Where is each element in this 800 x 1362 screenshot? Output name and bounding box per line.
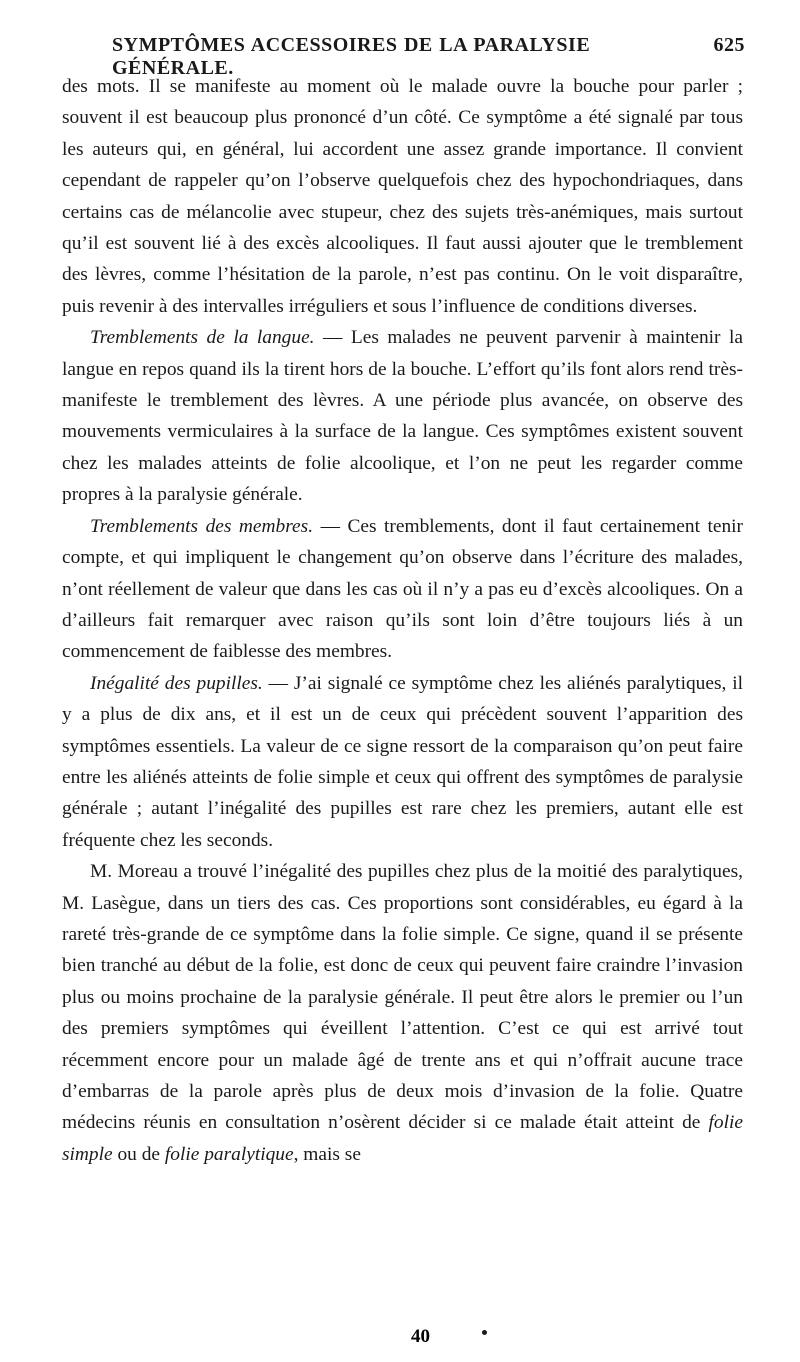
italic-phrase: Tremblements des membres. xyxy=(90,515,314,537)
italic-phrase: Tremblements de la langue. xyxy=(90,327,315,349)
italic-phrase: folie paralytique xyxy=(164,1143,294,1165)
body-text xyxy=(62,71,743,1170)
text-run: des mots. Il se manifeste au moment où le malade ouvre la bouche pour parler ; souvent il est beaucoup plus prononcé d’un côté. Ce symptôme a été signalé par tous les auteurs qui, en général, lui accordent une assez grande importance. Il convient cependant de rappeler qu’on l’observe quelquefois chez des hypochondriaques, dans certains cas de mélancolie avec stupeur, chez des sujets très-anémiques, mais surtout qu’il est souvent lié à des excès alcooliques. Il faut aussi ajouter que le tremblement des lèvres, comme l’hésitation de la parole, n’est pas continu. On le voit disparaître, puis revenir à des intervalles irréguliers et sous l’influence de conditions diverses. xyxy=(62,76,743,317)
running-title: SYMPTÔMES ACCESSOIRES DE LA PARALYSIE GÉNÉRALE. xyxy=(112,34,591,79)
signature-number: 40 xyxy=(411,1326,430,1347)
text-run: — J’ai signalé ce symptôme chez les aliénés paralytiques, il y a plus de dix ans, et il est un de ceux qui précèdent souvent l’apparition des symptômes essentiels. La valeur de ce signe ressort de la comparaison qu’on peut faire entre les aliénés atteints de folie simple et ceux qui offrent des symptômes de paralysie générale ; autant l’inégalité des pupilles est rare chez les premiers, autant elle est fréquente chez les seconds. xyxy=(62,672,743,851)
text-run: M. Moreau a trouvé l’inégalité des pupilles chez plus de la moitié des paralytiques, M. Lasègue, dans un tiers des cas. Ces proportions sont considérables, eu égard à la rareté très-grande de ce symptôme dans la folie simple. Ce signe, quand il se présente bien tranché au début de la folie, est donc de ceux qui peuvent faire craindre l’invasion plus ou moins prochaine de la paralysie générale. Il peut être alors le premier ou l’un des premiers symptômes qui éveillent l’attention. C’est ce qui est arrivé tout récemment encore pour un malade âgé de trente ans et qui n’offrait aucune trace d’embarras de la parole après plus de deux mois d’invasion de la folie. Quatre médecins réunis en consultation n’osèrent décider si ce malade était atteint de xyxy=(62,861,743,1134)
printer-dot xyxy=(482,1330,487,1335)
page-number: 625 xyxy=(713,34,745,56)
italic-phrase: folie simple xyxy=(62,1112,743,1165)
text-run: ou de xyxy=(112,1143,165,1165)
running-head xyxy=(112,34,745,79)
text-run: — Ces tremblements, dont il faut certainement tenir compte, et qui impliquent le changement qu’on observe dans l’écriture des malades, n’ont réellement de valeur que dans les cas où il n’y a pas eu d’excès alcooliques. On a d’ailleurs fait remarquer avec raison qu’ils sont loin d’être toujours liés à un commencement de faiblesse des membres. xyxy=(62,515,743,663)
paragraph xyxy=(62,71,743,322)
paragraph xyxy=(62,511,743,668)
paragraph xyxy=(62,668,743,856)
text-run: , mais se xyxy=(293,1143,361,1165)
paragraph xyxy=(62,856,743,1170)
text-run: — Les malades ne peuvent parvenir à maintenir la langue en repos quand ils la tirent hors de la bouche. L’effort qu’ils font alors rend très-manifeste le tremblement des lèvres. A une période plus avancée, on observe des mouvements vermiculaires à la surface de la langue. Ces symptômes existent souvent chez les malades atteints de folie alcoolique, et l’on ne peut les regarder comme propres à la paralysie générale. xyxy=(62,327,743,506)
italic-phrase: Inégalité des pupilles. xyxy=(90,672,263,694)
paragraph xyxy=(62,322,743,510)
